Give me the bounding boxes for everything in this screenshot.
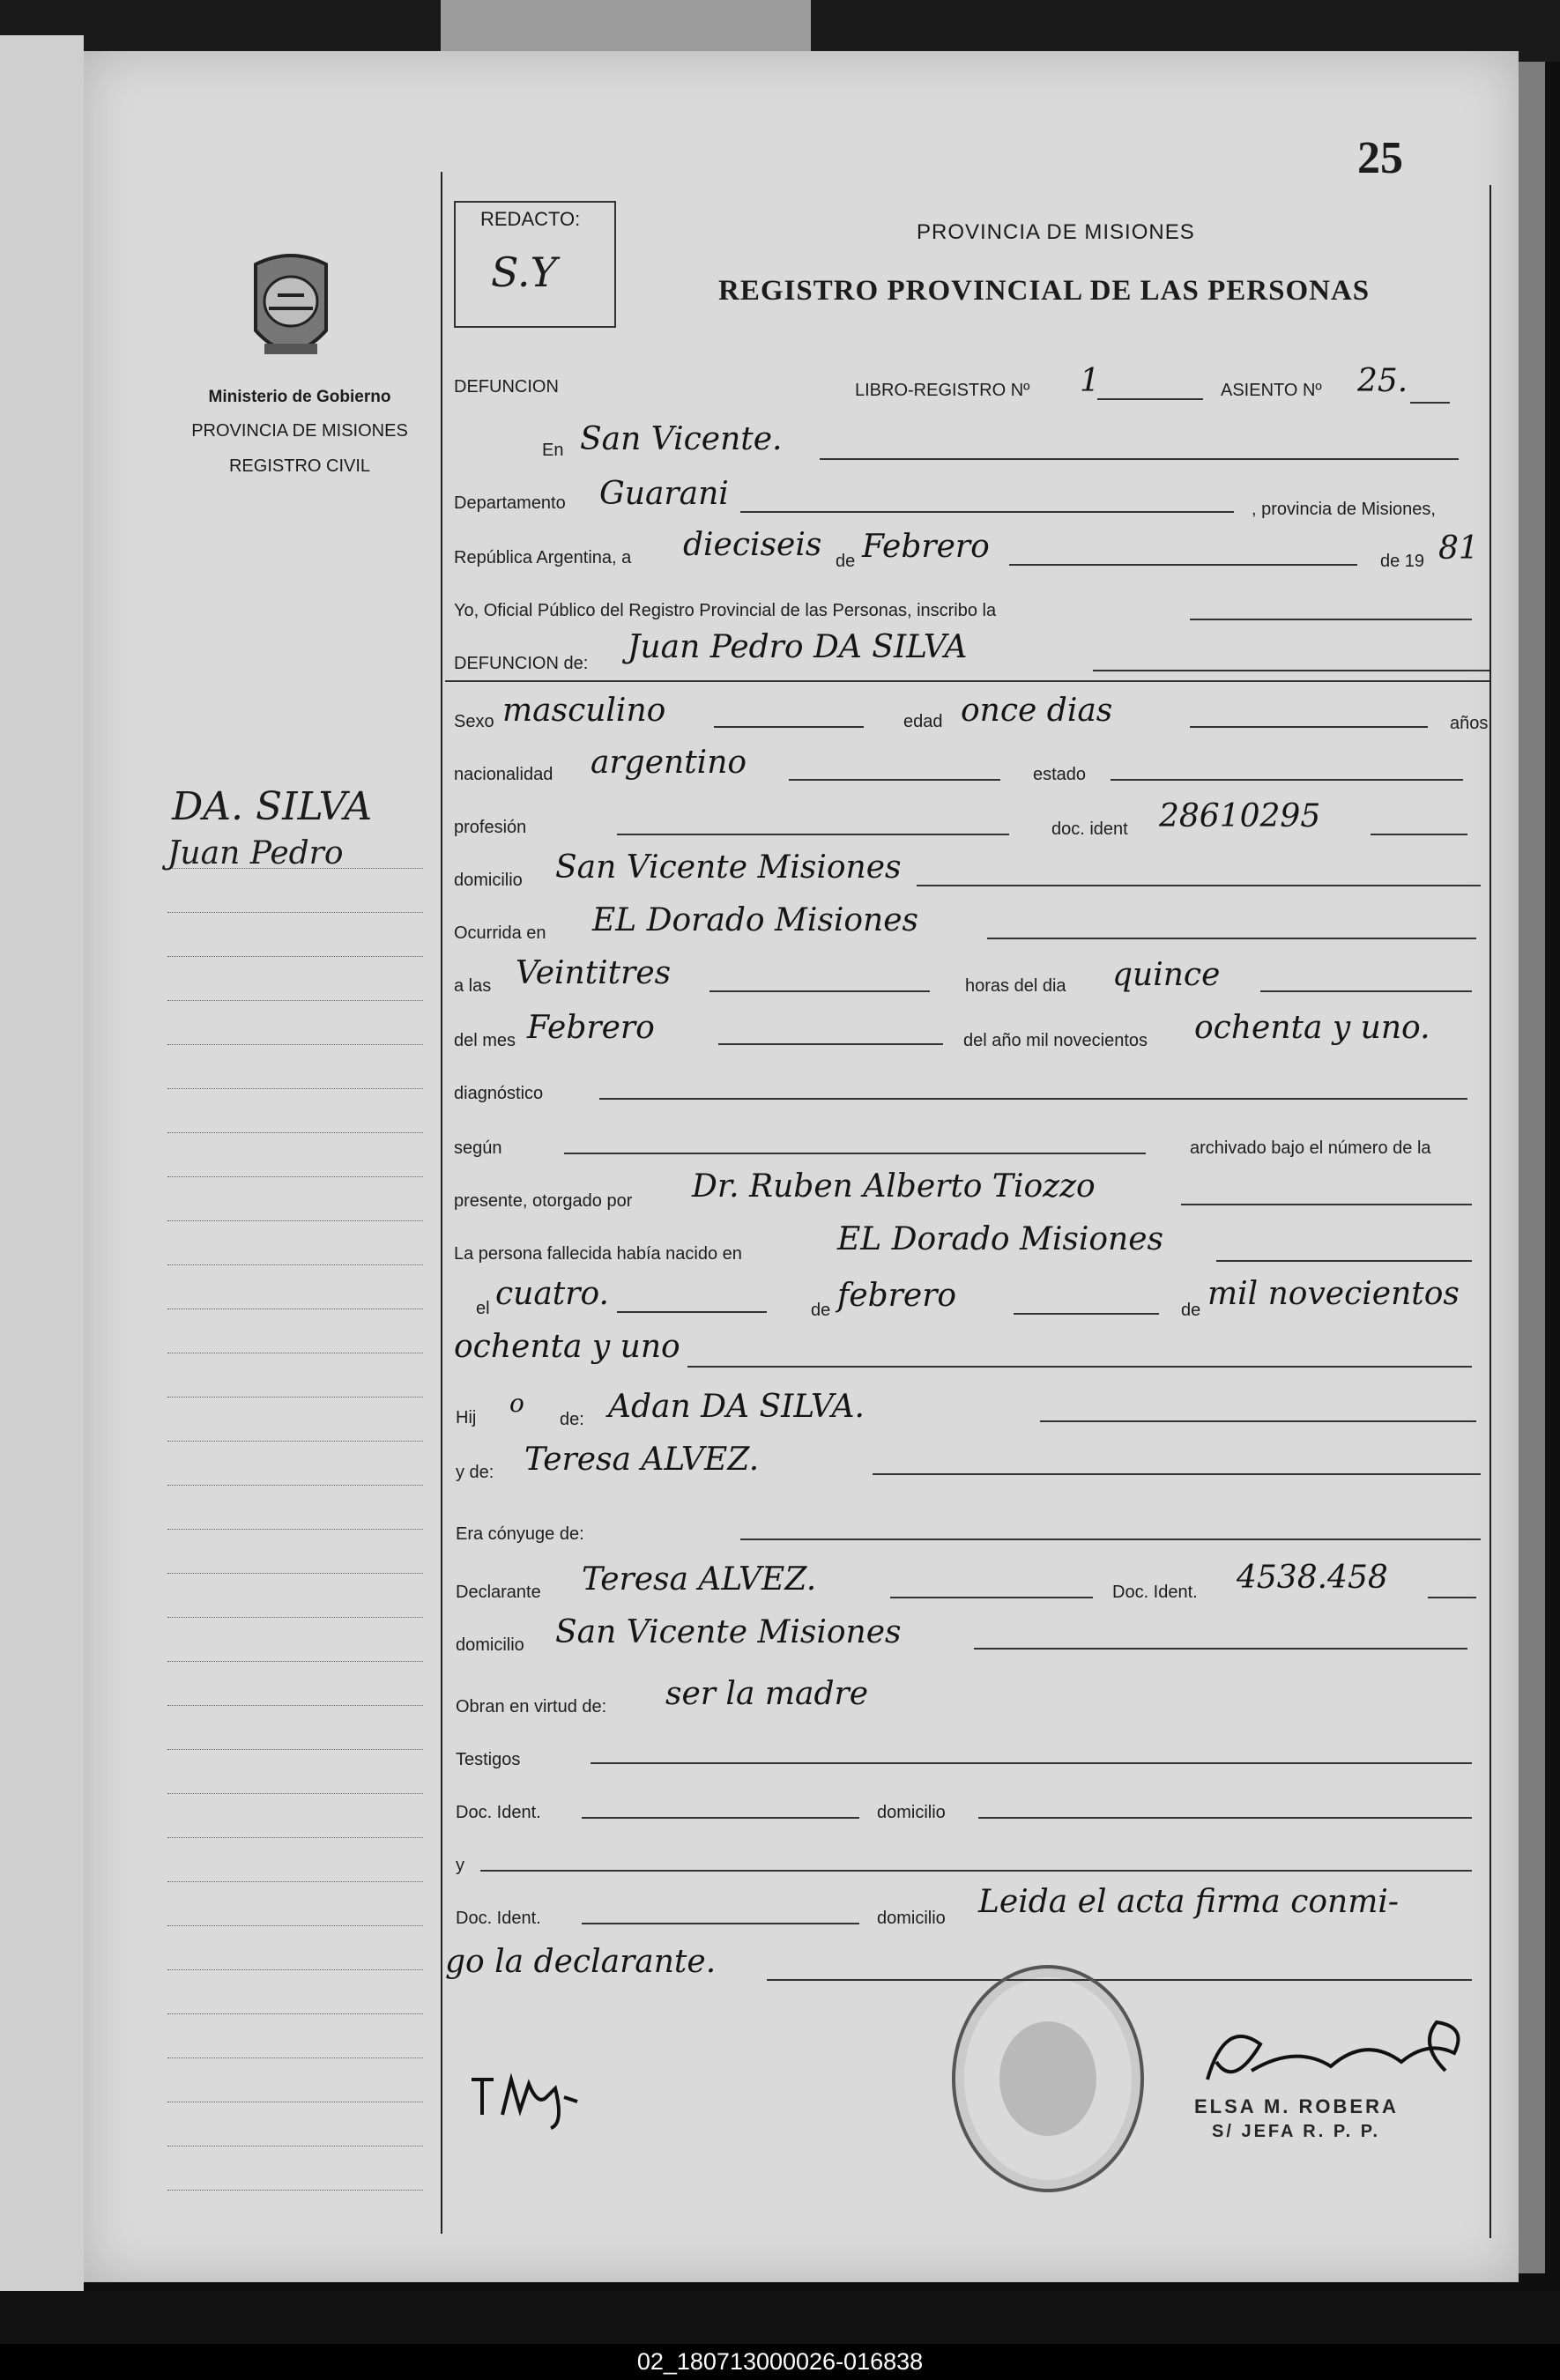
margin-line (167, 1529, 423, 1530)
margin-line (167, 1969, 423, 1970)
domicilio-declarante-label: domicilio (456, 1635, 524, 1655)
margin-line (167, 1925, 423, 1926)
fill-line (1111, 779, 1463, 781)
ocurrida-value: EL Dorado Misiones (592, 902, 919, 938)
right-rule (1489, 185, 1491, 2238)
fill-line (1428, 1597, 1476, 1598)
image-caption: 02_180713000026-016838 (0, 2344, 1560, 2380)
de-label: de (836, 552, 856, 571)
fill-line (582, 1817, 859, 1819)
el-value: cuatro. (495, 1276, 609, 1312)
declarante-value: Teresa ALVEZ. (582, 1561, 817, 1598)
doc-ident-label: doc. ident (1051, 819, 1128, 839)
previous-page-edge (441, 0, 811, 53)
margin-line (167, 1441, 423, 1442)
ano-value: 81 (1438, 530, 1479, 567)
provincia-label: , provincia de Misiones, (1252, 500, 1436, 519)
fill-line (974, 1648, 1467, 1650)
de-mes-value: febrero (837, 1278, 957, 1314)
madre-value: Teresa ALVEZ. (524, 1442, 760, 1478)
de-ano-value-1: mil novecientos (1207, 1276, 1460, 1312)
left-rule (441, 172, 442, 2234)
horas-value: quince (1112, 957, 1221, 993)
fill-line (687, 1366, 1472, 1368)
fill-line (714, 726, 864, 728)
fill-line (1260, 990, 1472, 992)
fill-line (1216, 1260, 1472, 1262)
nacionalidad-label: nacionalidad (454, 765, 553, 784)
fill-line (740, 511, 1234, 513)
section-rule (445, 680, 1489, 682)
dia-value: dieciseis (683, 527, 822, 563)
sexo-value: masculino (502, 693, 666, 729)
fill-line (1009, 564, 1357, 566)
anos-label: años (1450, 714, 1489, 733)
margin-line (167, 1837, 423, 1838)
a-las-label: a las (454, 976, 492, 996)
margin-line (167, 912, 423, 913)
fill-line (1190, 619, 1472, 620)
margin-line (167, 1132, 423, 1133)
domicilio-value: San Vicente Misiones (555, 849, 902, 886)
declarant-signature (467, 2062, 608, 2132)
y-label: y (456, 1856, 464, 1875)
horas-del-dia-label: horas del dia (965, 976, 1066, 996)
mes-value: Febrero (862, 529, 990, 565)
left-page-edge (0, 35, 84, 2300)
en-label: En (542, 441, 564, 460)
fill-line (820, 458, 1459, 460)
testigo2-doc-label: Doc. Ident. (456, 1909, 541, 1928)
margin-line (167, 2190, 423, 2191)
fill-line (718, 1043, 943, 1045)
testigo-doc-label: Doc. Ident. (456, 1803, 541, 1822)
doc-value: 28610295 (1159, 798, 1321, 834)
fill-line (978, 1817, 1472, 1819)
de-ano-label: de (1181, 1301, 1201, 1320)
hijo-de-label: de: (560, 1410, 584, 1429)
margin-line (167, 1749, 423, 1750)
fill-line (890, 1597, 1093, 1598)
province-heading: PROVINCIA DE MISIONES (917, 220, 1195, 244)
margin-line (167, 2057, 423, 2058)
del-ano-label: del año mil novecientos (963, 1031, 1148, 1050)
archivado-label: archivado bajo el número de la (1190, 1138, 1431, 1158)
nombre-value: Juan Pedro DA SILVA (628, 629, 968, 665)
official-signature (1199, 2009, 1481, 2106)
y-de-label: y de: (456, 1463, 494, 1482)
el-label: el (476, 1299, 490, 1318)
fill-line (617, 1311, 767, 1313)
testigos-label: Testigos (456, 1750, 521, 1769)
en-value: San Vicente. (580, 421, 783, 457)
fill-line (767, 1979, 1472, 1981)
edad-label: edad (903, 712, 943, 731)
fill-line (789, 779, 1000, 781)
seal-emblem-icon (999, 2021, 1096, 2136)
del-mes-value: Febrero (527, 1010, 655, 1046)
fill-line (617, 834, 1009, 835)
doc-ident-declarante-label: Doc. Ident. (1112, 1583, 1198, 1602)
edad-value: once dias (961, 693, 1113, 729)
testigo2-domicilio-label: domicilio (877, 1909, 946, 1928)
departamento-value: Guarani (599, 476, 729, 512)
margin-surname: DA. SILVA (172, 784, 373, 829)
padre-value: Adan DA SILVA. (608, 1389, 865, 1425)
domicilio-declarante-value: San Vicente Misiones (555, 1614, 902, 1650)
margin-line (167, 1176, 423, 1177)
fill-line (1410, 402, 1450, 404)
fill-line (1040, 1420, 1476, 1422)
asiento-value: 25. (1357, 363, 1408, 399)
fill-line (1181, 1204, 1472, 1205)
doc-declarante-value: 4538.458 (1237, 1560, 1388, 1596)
declarante-label: Declarante (456, 1583, 541, 1602)
ministry-registry: REGISTRO CIVIL (228, 456, 371, 476)
registry-heading: REGISTRO PROVINCIAL DE LAS PERSONAS (718, 275, 1371, 307)
diagnostico-label: diagnóstico (454, 1084, 544, 1103)
margin-line (167, 1000, 423, 1001)
fill-line (709, 990, 930, 992)
de-ano-value-2: ochenta y uno (454, 1329, 680, 1365)
defuncion-label: DEFUNCION (454, 377, 559, 397)
hij-label: Hij (456, 1408, 477, 1427)
ministry-province: PROVINCIA DE MISIONES (191, 421, 408, 441)
ministry-name: Ministerio de Gobierno (208, 388, 391, 406)
book-bottom-edge (0, 2291, 1560, 2344)
del-ano-value: ochenta y uno. (1194, 1010, 1430, 1046)
yo-label: Yo, Oficial Público del Registro Provincial de las Personas, inscribo la (454, 601, 997, 620)
nacido-en-value: EL Dorado Misiones (837, 1221, 1164, 1257)
fill-line (1097, 398, 1203, 400)
de-mes-label: de (811, 1301, 831, 1320)
margin-line (167, 1485, 423, 1486)
redacto-value: S.Y (491, 248, 557, 296)
margin-line (167, 1264, 423, 1265)
fill-line (1093, 670, 1489, 671)
sexo-label: Sexo (454, 712, 494, 731)
departamento-label: Departamento (454, 493, 566, 513)
margin-line (167, 1220, 423, 1221)
republica-label: República Argentina, a (454, 548, 632, 567)
ocurrida-label: Ocurrida en (454, 923, 546, 943)
fill-line (1014, 1313, 1159, 1315)
margin-line (167, 1088, 423, 1089)
page-number: 25 (1357, 133, 1403, 183)
hijo-suffix: o (509, 1389, 524, 1418)
fill-line (599, 1098, 1467, 1100)
del-mes-label: del mes (454, 1031, 516, 1050)
margin-line (167, 1793, 423, 1794)
fill-line (564, 1153, 1146, 1154)
redacto-label: REDACTO: (480, 208, 581, 230)
presente-label: presente, otorgado por (454, 1191, 633, 1211)
conyuge-label: Era cónyuge de: (456, 1524, 584, 1544)
obran-label: Obran en virtud de: (456, 1697, 607, 1716)
fill-line (591, 1762, 1472, 1764)
asiento-label: ASIENTO Nº (1221, 381, 1322, 400)
fill-line (917, 885, 1481, 886)
fill-line (987, 938, 1476, 939)
libro-label: LIBRO-REGISTRO Nº (855, 381, 1030, 400)
margin-line (167, 1661, 423, 1662)
otorgado-value: Dr. Ruben Alberto Tiozzo (692, 1168, 1096, 1205)
profesion-label: profesión (454, 818, 527, 837)
margin-line (167, 956, 423, 957)
stamp-title: S/ JEFA R. P. P. (1212, 2122, 1381, 2141)
margin-line (167, 1881, 423, 1882)
fill-line (1371, 834, 1467, 835)
a-las-value: Veintitres (516, 955, 672, 991)
provincial-crest-icon (238, 247, 344, 370)
fill-line (582, 1923, 859, 1924)
testigo-domicilio-label: domicilio (877, 1803, 946, 1822)
margin-line (167, 1397, 423, 1398)
official-seal (952, 1965, 1144, 2192)
margin-given-name: Juan Pedro (167, 835, 344, 871)
closing-line-1: Leida el acta firma conmi- (978, 1884, 1400, 1920)
closing-line-2: go la declarante. (445, 1944, 717, 1980)
estado-label: estado (1033, 765, 1087, 784)
persona-label: La persona fallecida había nacido en (454, 1244, 742, 1264)
fill-line (480, 1870, 1472, 1872)
libro-value: 1 (1080, 363, 1100, 399)
margin-line (167, 1617, 423, 1618)
fill-line (1190, 726, 1428, 728)
obran-value: ser la madre (665, 1676, 869, 1712)
margin-line (167, 1044, 423, 1045)
fill-line (873, 1473, 1481, 1475)
fill-line (740, 1538, 1481, 1540)
margin-line (167, 1705, 423, 1706)
stamp-name: ELSA M. ROBERA (1194, 2095, 1399, 2117)
domicilio-label: domicilio (454, 871, 523, 890)
defuncion-de-label: DEFUNCION de: (454, 654, 589, 673)
de-19-label: de 19 (1380, 552, 1425, 571)
segun-label: según (454, 1138, 502, 1158)
margin-line (167, 2013, 423, 2014)
book-spine-edge (1519, 62, 1545, 2273)
redacto-box (454, 201, 616, 328)
nacionalidad-value: argentino (591, 745, 747, 781)
margin-line (167, 1573, 423, 1574)
